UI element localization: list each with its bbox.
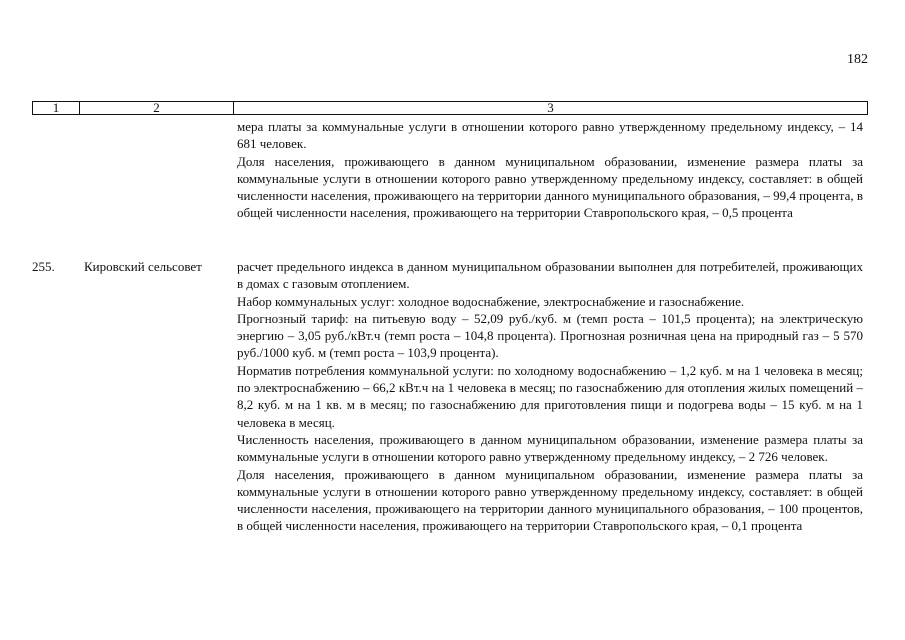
entry-paragraph: Норматив потребления коммунальной услуги: по холодному водоснабжению – 1,2 куб. м на 1 человека в месяц; по электроснабжению – 66,2 кВт.ч на 1 человека в месяц; по газоснабжению для отопления жилых помещений – 8,2 куб. м на 1 кв. м в месяц; по газоснабжению для приготовления пищи и подогрева воды – 15 куб. м на 1 человека в месяц.	[237, 362, 863, 430]
entry-number: 255.	[32, 259, 55, 274]
continuation-paragraph: Доля населения, проживающего в данном муниципальном образовании, изменение размера платы за коммунальные услуги в отношении которого равно утвержденному предельному индексу, составляет: в общей численности населения, проживающего на территории данного муниципального образования, – 99,4 процента, в общей численности населения, проживающего на территории Ставропольского края, – 0,5 процента	[237, 153, 863, 221]
column-header-row	[33, 102, 868, 115]
column-header-1: 1	[33, 102, 80, 115]
entry-paragraph: Набор коммунальных услуг: холодное водоснабжение, электроснабжение и газоснабжение.	[237, 293, 745, 309]
column-header-3: 3	[234, 102, 868, 115]
column-header-table	[32, 101, 868, 115]
entry-paragraph: Прогнозный тариф: на питьевую воду – 52,09 руб./куб. м (темп роста – 101,5 процента); на электрическую энергию – 3,05 руб./кВт.ч (темп роста – 104,8 процента). Прогнозная розничная цена на природный газ – 5 570 руб./1000 куб. м (темп роста – 103,9 процента).	[237, 310, 863, 361]
continuation-paragraph: мера платы за коммунальные услуги в отношении которого равно утвержденному предельному индексу, – 14 681 человек.	[237, 119, 863, 152]
entry-description	[237, 258, 863, 535]
entry-municipality-name: Кировский сельсовет	[84, 259, 202, 274]
continuation-text	[237, 118, 863, 222]
entry-paragraph: Численность населения, проживающего в данном муниципальном образовании, изменение размера платы за коммунальные услуги в отношении которого равно утвержденному предельному индексу, – 2 726 человек.	[237, 431, 863, 465]
column-header-2: 2	[80, 102, 234, 115]
entry-paragraph: расчет предельного индекса в данном муниципальном образовании выполнен для потребителей, проживающих в домах с газовым отоплением.	[237, 259, 863, 292]
entry-paragraph: Доля населения, проживающего в данном муниципальном образовании, изменение размера платы за коммунальные услуги в отношении которого равно утвержденному предельному индексу, составляет: в общей численности населения, проживающего на территории данного муниципального образования, – 100 процентов, в общей численности населения, проживающего на территории Ставропольского края, – 0,1 процента	[237, 466, 863, 534]
page-number: 182	[847, 52, 868, 67]
